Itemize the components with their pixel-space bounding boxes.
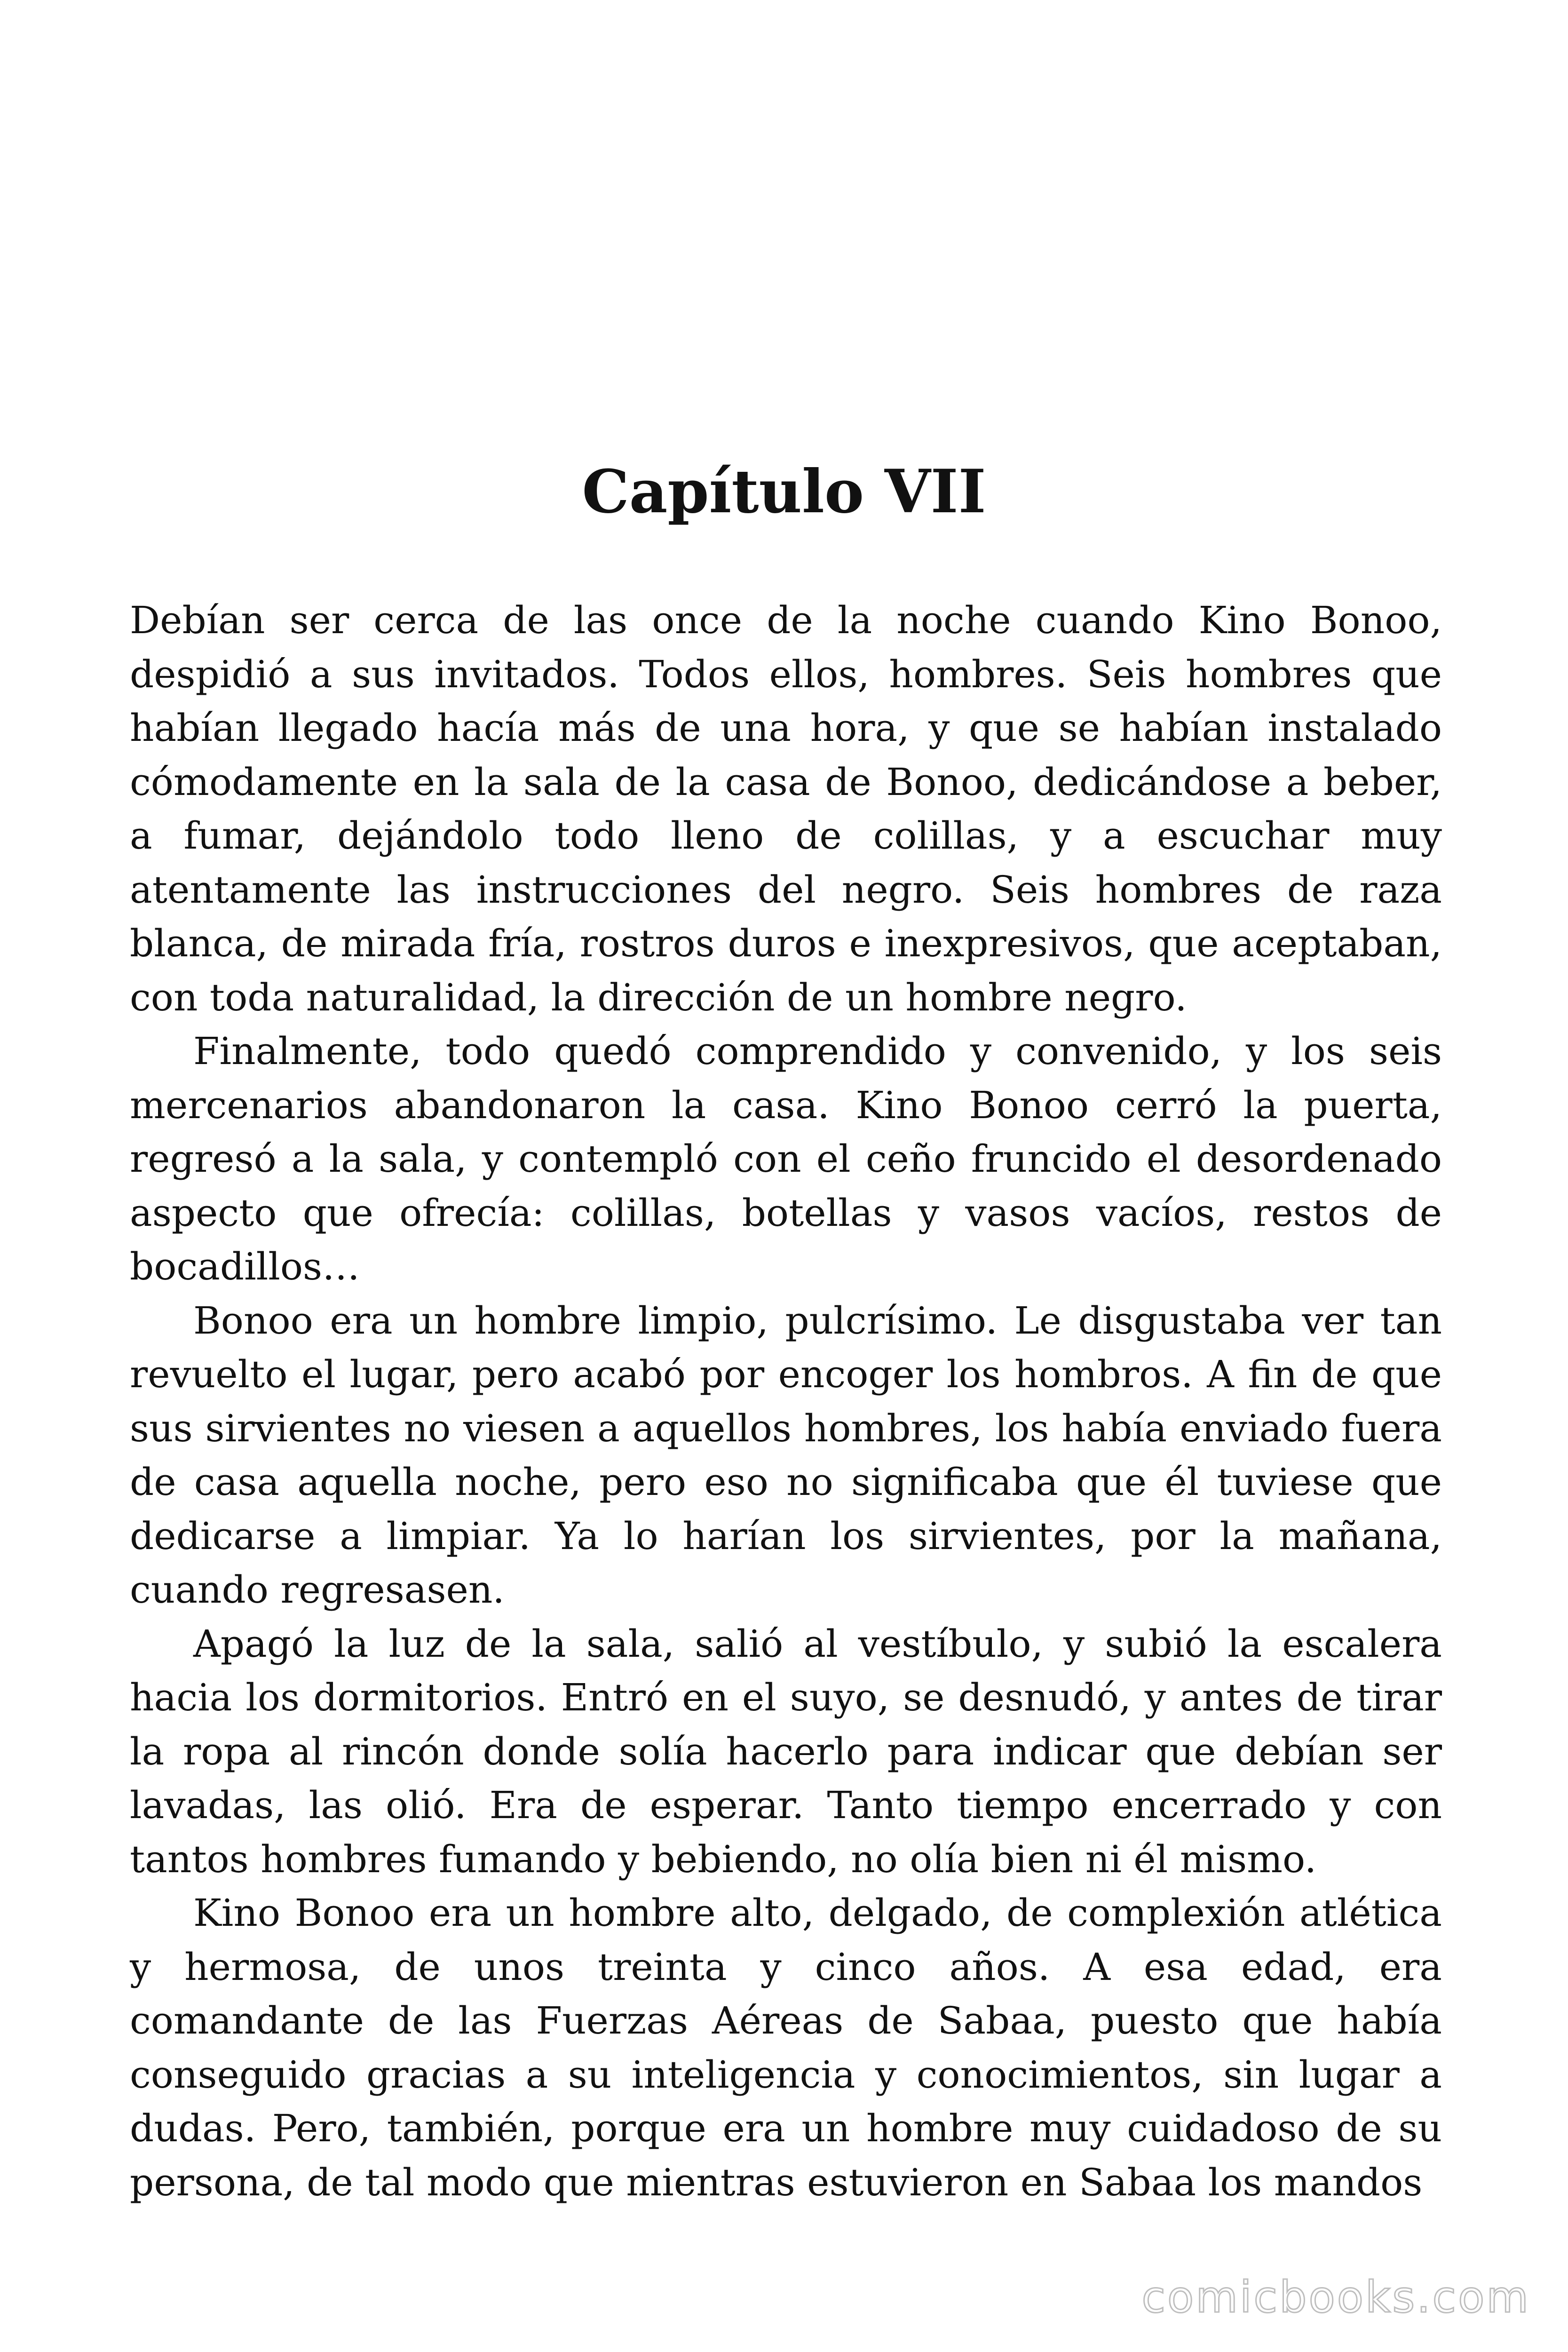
chapter-title: Capítulo VII xyxy=(582,457,986,526)
paragraph-4: Apagó la luz de la sala, salió al vestíbulo, y subió la escalera hacia los dormitorios. Entró en el suyo, se desnudó, y antes de tirar la ropa al rincón donde solía hacerlo para indicar que debían ser lavadas, las olió. Era de esperar. Tanto tiempo encerrado y con tantos hombres fumando y bebiendo, no olía bien ni él mismo. xyxy=(130,1621,1442,1881)
paragraph-1: Debían ser cerca de las once de la noche cuando Kino Bonoo, despidió a sus invitados. Todos ellos, hombres. Seis hombres que habían llegado hacía más de una hora, y que se habían instalado cómodamente en la sala de la casa de Bonoo, dedicándose a beber, a fumar, dejándolo todo lleno de colillas, y a escuchar muy atentamente las instrucciones del negro. Seis hombres de raza blanca, de mirada fría, rostros duros e inexpresivos, que aceptaban, con toda naturalidad, la dirección de un hombre negro. xyxy=(130,598,1442,1019)
paragraph-5: Kino Bonoo era un hombre alto, delgado, de complexión atlética y hermosa, de unos treinta y cinco años. A esa edad, era comandante de las Fuerzas Aéreas de Sabaa, puesto que había conseguido gracias a su inteligencia y conocimientos, sin lugar a dudas. Pero, también, porque era un hombre muy cuidadoso de su persona, de tal modo que mientras estuvieron en Sabaa los mandos xyxy=(130,1891,1442,2204)
paragraph-2: Finalmente, todo quedó comprendido y convenido, y los seis mercenarios abandonaron la casa. Kino Bonoo cerró la puerta, regresó a la sala, y contempló con el ceño fruncido el desordenado aspecto que ofrecía: colillas, botellas y vasos vacíos, restos de bocadillos… xyxy=(130,1029,1442,1288)
chapter-body xyxy=(130,594,1442,2209)
watermark: comicbooks.com xyxy=(1141,2272,1530,2322)
paragraph-3: Bonoo era un hombre limpio, pulcrísimo. Le disgustaba ver tan revuelto el lugar, pero acabó por encoger los hombros. A fin de que sus sirvientes no viesen a aquellos hombres, los había enviado fuera de casa aquella noche, pero eso no significaba que él tuviese que dedicarse a limpiar. Ya lo harían los sirvientes, por la mañana, cuando regresasen. xyxy=(130,1298,1442,1612)
